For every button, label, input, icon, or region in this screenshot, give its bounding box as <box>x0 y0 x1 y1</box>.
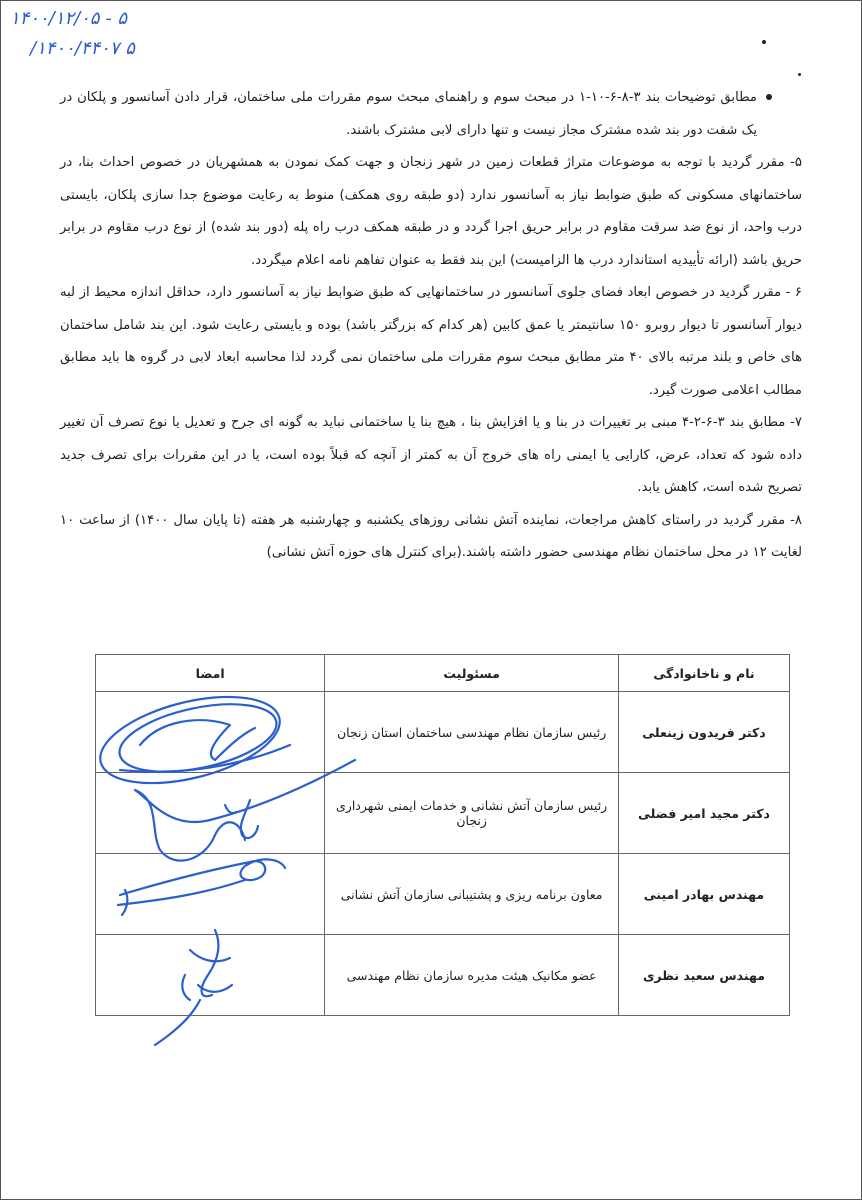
signer-name: دکتر فریدون زینعلی <box>618 692 789 773</box>
header-responsibility: مسئولیت <box>325 655 619 692</box>
signature-cell <box>96 935 325 1016</box>
header-signature: امضا <box>96 655 325 692</box>
signature-table <box>95 654 790 1016</box>
signer-responsibility: معاون برنامه ریزی و پشتیبانی سازمان آتش نشانی <box>325 854 619 935</box>
header-name: نام و ناخانوادگی <box>618 655 789 692</box>
table-row <box>96 935 790 1016</box>
signer-responsibility: رئیس سازمان آتش نشانی و خدمات ایمنی شهرداری زنجان <box>325 773 619 854</box>
signature-cell <box>96 692 325 773</box>
bullet-paragraph <box>60 82 802 147</box>
signature-table-header-row <box>96 655 790 692</box>
table-row <box>96 692 790 773</box>
signer-name: مهندس بهادر امینی <box>618 854 789 935</box>
paragraph-8: ۸- مقرر گردید در راستای کاهش مراجعات، نماینده آتش نشانی روزهای یکشنبه و چهارشنبه هر هفته (تا پایان سال ۱۴۰۰) از ساعت ۱۰ لغایت ۱۲ در محل ساختمان نظام مهندسی حضور داشته باشند.(برای کنترل های حوزه آتش نشانی) <box>60 512 803 560</box>
signer-responsibility: رئیس سازمان نظام مهندسی ساختمان استان زنجان <box>325 692 619 773</box>
signer-responsibility: عضو مکانیک هیئت مدیره سازمان نظام مهندسی <box>325 935 619 1016</box>
table-row <box>96 854 790 935</box>
bullet-paragraph-text: مطابق توضیحات بند ۳-۸-۶-۱۰-۱ در مبحث سوم و راهنمای مبحث سوم مقررات ملی ساختمان، قرار دادن آسانسور و پلکان در یک شفت دور بند شده مشترک مجاز نیست و تنها دارای لابی مشترک باشند. <box>60 90 757 138</box>
scan-speck <box>798 73 801 76</box>
signature-cell <box>96 854 325 935</box>
paragraph-7: ۷- مطابق بند ۳-۶-۲-۴ مبنی بر تغییرات در بنا و یا افزایش بنا ، هیچ بنا یا ساختمانی نباید به گونه ای جرح و تعدیل یا نوع تصرف آن تغییر داده شود که تعداد، عرض، کارایی یا ایمنی راه های خروج آن به کمتر از آنچه که قبلاً بوده است، یا در این مقررات برای تصرف جدید تصریح شده است، کاهش یابد. <box>60 415 802 495</box>
handwritten-reference-number: /۱۴۰۰/۴۴۰۷ ۵ <box>30 38 135 59</box>
signer-name: مهندس سعید نظری <box>618 935 789 1016</box>
table-row <box>96 773 790 854</box>
document-body <box>60 82 802 570</box>
paragraph-5: ۵- مقرر گردید با توجه به موضوعات متراژ قطعات زمین در شهر زنجان و جهت کمک نمودن به همشهریان در خصوص احداث بنا، در ساختمانهای مسکونی که طبق ضوابط نیاز به آسانسور ندارد (دو طبقه روی همکف) منوط به رعایت موضوع جدا سازی پلکان، بایستی درب واحد، از نوع ضد سرقت مقاوم در برابر حریق اجرا گردد و در طبقه همکف درب راه پله (دور بند شده) از نوع درب مقاوم در برابر حریق باشد (ارائه تأییدیه استاندارد درب ها الزامیست) این بند فقط به عنوان تفاهم نامه اعلام میگردد. <box>60 155 802 268</box>
bullet-icon <box>766 94 772 100</box>
signature-cell <box>96 773 325 854</box>
paragraph-6: ۶ - مقرر گردید در خصوص ابعاد فضای جلوی آسانسور در ساختمانهایی که طبق ضوابط نیاز به آسانسور دارد، حداقل اندازه محیط از لبه دیوار آسانسور تا دیوار روبرو ۱۵۰ سانتیمتر یا عمق کابین (هر کدام که بزرگتر باشد) بوده و بایستی رعایت شود. این بند شامل ساختمان های خاص و بلند مرتبه بالای ۴۰ متر مطابق مبحث سوم مقررات ملی ساختمان نمی گردد لذا محاسبه ابعاد لابی در گروه ها باید مطابق مطالب اعلامی صورت گیرد. <box>60 285 802 398</box>
scan-speck <box>762 40 766 44</box>
signer-name: دکتر مجید امیر فضلی <box>618 773 789 854</box>
handwritten-date-note: ۱۴۰۰/۱۲/۰۵ - ۵ <box>10 8 128 29</box>
